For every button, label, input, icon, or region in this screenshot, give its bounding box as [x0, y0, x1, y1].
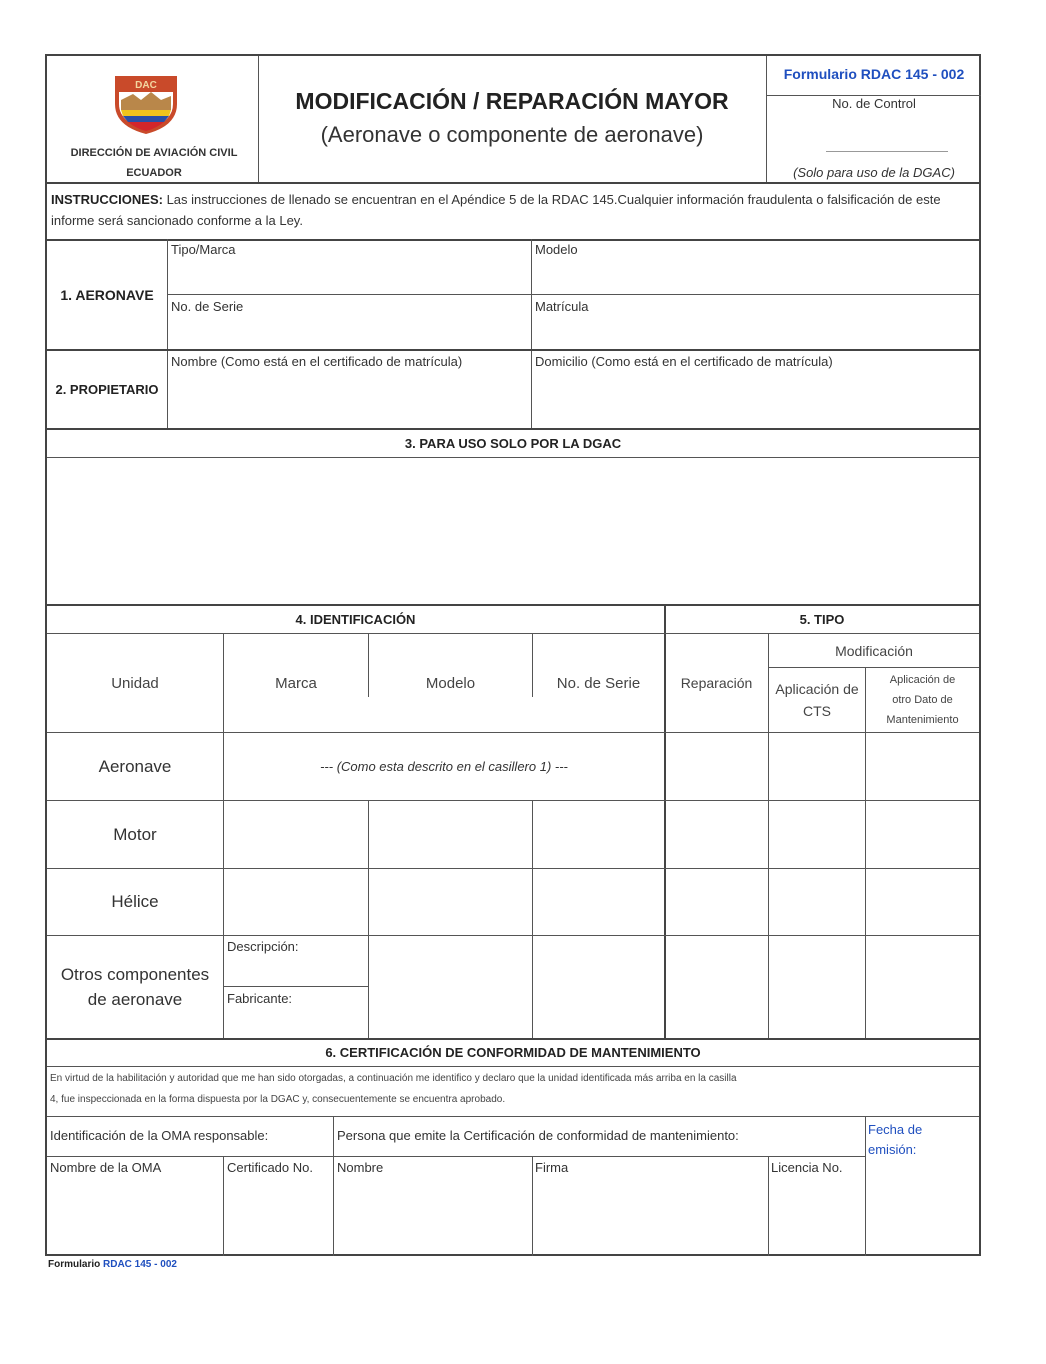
form-title: MODIFICACIÓN / REPARACIÓN MAYOR	[295, 88, 729, 114]
instructions-text: Las instrucciones de llenado se encuentran en el Apéndice 5 de la RDAC 145.Cualquier información fraudulenta o falsificación de este informe será sancionado conforme a la Ley.	[51, 192, 941, 228]
form-subtitle: (Aeronave o componente de aeronave)	[320, 122, 704, 147]
instructions	[51, 189, 979, 231]
instructions-label: INSTRUCCIONES:	[51, 192, 163, 207]
row-otros-label	[47, 936, 223, 1038]
col-aplicacion-cts	[769, 668, 865, 732]
footer-form-code	[48, 1259, 177, 1270]
firma-field[interactable]: Firma	[535, 1160, 569, 1175]
form-container	[45, 54, 981, 1256]
col-unidad: Unidad	[111, 674, 159, 692]
fecha-line2: emisión:	[868, 1142, 917, 1157]
descripcion-field[interactable]: Descripción:	[227, 939, 299, 954]
col-marca: Marca	[275, 674, 317, 692]
footer-prefix: Formulario	[48, 1259, 101, 1270]
org-country: ECUADOR	[126, 167, 182, 179]
dgac-only-note: (Solo para uso de la DGAC)	[793, 165, 955, 180]
section-identificacion-label: 4. IDENTIFICACIÓN	[295, 611, 416, 627]
otro-line1: Aplicación de	[889, 674, 956, 686]
cert-text-line2: 4, fue inspeccionada en la forma dispuesta por la DGAC y, consecuentemente se encuentra aprobado.	[50, 1094, 506, 1105]
footer-code: RDAC 145 - 002	[103, 1259, 177, 1270]
serie-field[interactable]: No. de Serie	[171, 299, 244, 314]
section-propietario-label: 2. PROPIETARIO	[55, 381, 159, 397]
nombre-oma-field[interactable]: Nombre de la OMA	[50, 1160, 162, 1175]
row-motor-label: Motor	[113, 824, 157, 844]
oma-responsable-label: Identificación de la OMA responsable:	[50, 1128, 269, 1143]
propietario-nombre-field[interactable]: Nombre (Como está en el certificado de matrícula)	[171, 354, 463, 369]
org-name: DIRECCIÓN DE AVIACIÓN CIVIL	[70, 147, 238, 159]
section-dgac-label: 3. PARA USO SOLO POR LA DGAC	[404, 435, 622, 451]
form-code: Formulario RDAC 145 - 002	[783, 66, 965, 82]
col-serie: No. de Serie	[556, 674, 641, 692]
licencia-field[interactable]: Licencia No.	[771, 1160, 843, 1175]
col-modificacion: Modificación	[835, 642, 913, 659]
control-number-line	[826, 151, 948, 152]
otro-line2: otro Dato de	[892, 694, 953, 706]
persona-emite-label: Persona que emite la Certificación de conformidad de mantenimiento:	[337, 1128, 739, 1143]
dac-logo	[109, 70, 183, 136]
col-modelo: Modelo	[425, 674, 476, 692]
section-tipo-label: 5. TIPO	[799, 611, 845, 627]
otros-line1: Otros componentes	[60, 965, 210, 984]
row-helice-label: Hélice	[111, 892, 159, 911]
logo-text: DAC	[135, 80, 157, 91]
matricula-field[interactable]: Matrícula	[535, 299, 589, 314]
aeronave-note: --- (Como esta descrito en el casillero 1) ---	[320, 759, 568, 774]
row-aeronave-label: Aeronave	[98, 756, 172, 776]
otro-line3: Mantenimiento	[886, 714, 959, 726]
nombre-field[interactable]: Nombre	[337, 1160, 384, 1175]
fecha-line1: Fecha de	[868, 1122, 923, 1137]
fabricante-field[interactable]: Fabricante:	[227, 991, 293, 1006]
certificado-field[interactable]: Certificado No.	[227, 1160, 313, 1175]
col-reparacion: Reparación	[680, 675, 753, 691]
control-label: No. de Control	[832, 96, 916, 111]
section-aeronave-label: 1. AERONAVE	[60, 286, 154, 303]
modelo-field[interactable]: Modelo	[535, 242, 578, 257]
tipo-marca-field[interactable]: Tipo/Marca	[171, 242, 236, 257]
propietario-domicilio-field[interactable]: Domicilio (Como está en el certificado de matrícula)	[535, 354, 833, 369]
dgac-area[interactable]	[47, 458, 979, 604]
fecha-emision-field[interactable]	[868, 1120, 922, 1160]
otros-line2: de aeronave	[87, 990, 183, 1009]
cts-line1: Aplicación de	[775, 681, 859, 697]
section-certificacion-label: 6. CERTIFICACIÓN DE CONFORMIDAD DE MANTENIMIENTO	[325, 1045, 701, 1060]
cts-line2: CTS	[803, 703, 831, 719]
cert-text-line1: En virtud de la habilitación y autoridad que me han sido otorgadas, a continuación me identifico y declaro que la unidad identificada más arriba en la casilla	[50, 1073, 737, 1084]
col-aplicacion-otro	[866, 668, 979, 732]
